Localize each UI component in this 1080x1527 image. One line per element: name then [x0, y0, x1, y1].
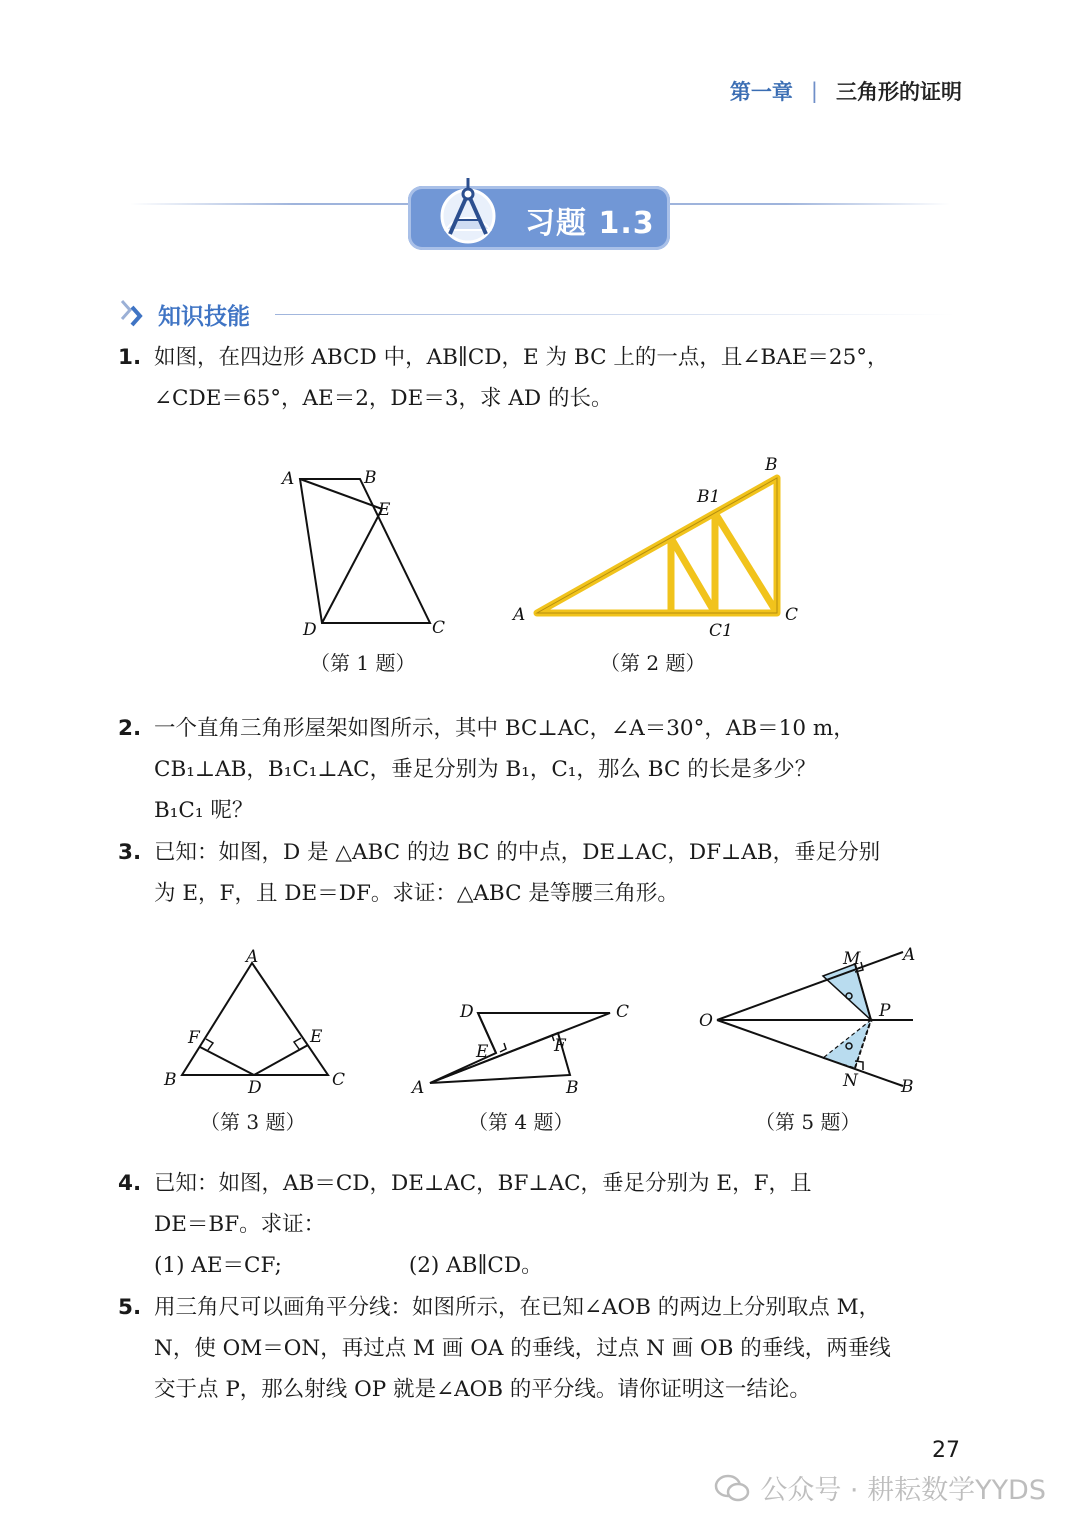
- figure-5: [695, 940, 925, 1100]
- sub-question: (2) AB∥CD。: [408, 1253, 543, 1278]
- fig5-label: M: [843, 949, 861, 969]
- fig5-label: O: [699, 1011, 713, 1031]
- fig1-label: A: [282, 469, 295, 489]
- problem-text: 交于点 P，那么射线 OP 就是∠AOB 的平分线。请你证明这一结论。: [154, 1377, 811, 1402]
- fig4-label: D: [460, 1002, 474, 1022]
- problem-text: 一个直角三角形屋架如图所示，其中 BC⊥AC，∠A＝30°，AB＝10 m，: [154, 716, 855, 741]
- problem-number: 4.: [118, 1171, 142, 1196]
- fig1-label: E: [378, 500, 391, 520]
- fig3-label: A: [246, 947, 259, 967]
- chevron-right-icon: [118, 297, 152, 331]
- header-separator: |: [810, 79, 818, 103]
- fig3-label: F: [188, 1028, 200, 1048]
- fig3-label: D: [248, 1078, 262, 1098]
- fig3-label: C: [332, 1070, 346, 1090]
- fig2-label: C1: [709, 621, 733, 641]
- fig4-label: B: [566, 1078, 579, 1098]
- problem-text: 已知：如图，D 是 △ABC 的边 BC 的中点，DE⊥AC，DF⊥AB，垂足分别: [154, 840, 881, 865]
- problem-number: 5.: [118, 1295, 142, 1320]
- problem-1: [118, 337, 960, 419]
- problem-number: 3.: [118, 840, 142, 865]
- caption-2: （第 2 题）: [600, 651, 706, 675]
- fig1-label: B: [364, 468, 377, 488]
- section-rule: [275, 314, 955, 315]
- problem-text: B₁C₁ 呢？: [154, 798, 254, 823]
- problem-text: 如图，在四边形 ABCD 中，AB∥CD，E 为 BC 上的一点，且∠BAE＝25°，: [154, 345, 889, 370]
- section-heading: [118, 297, 250, 331]
- fig3-label: B: [164, 1070, 177, 1090]
- caption-1: （第 1 题）: [310, 651, 416, 675]
- problem-text: ∠CDE＝65°，AE＝2，DE＝3，求 AD 的长。: [154, 386, 613, 411]
- fig4-label: F: [554, 1036, 566, 1056]
- problem-number: 1.: [118, 345, 142, 370]
- fig2-label: B1: [697, 487, 721, 507]
- problem-text: CB₁⊥AB，B₁C₁⊥AC，垂足分别为 B₁，C₁，那么 BC 的长是多少？: [154, 757, 817, 782]
- fig1-label: D: [303, 620, 317, 640]
- fig4-label: E: [476, 1042, 489, 1062]
- problem-text: 已知：如图，AB＝CD，DE⊥AC，BF⊥AC，垂足分别为 E，F，且: [154, 1171, 812, 1196]
- page-number: 27: [932, 1438, 960, 1463]
- fig2-label: C: [785, 605, 799, 625]
- chapter-header: [730, 76, 962, 106]
- figure-2: [505, 450, 815, 645]
- fig5-label: A: [903, 945, 916, 965]
- sub-question: (1) AE＝CF;: [154, 1253, 282, 1278]
- problem-3: [118, 832, 960, 914]
- fig1-label: C: [432, 618, 446, 638]
- fig2-label: B: [765, 455, 778, 475]
- problem-2: [118, 708, 960, 831]
- problem-4: [118, 1163, 960, 1286]
- problem-text: 用三角尺可以画角平分线：如图所示，在已知∠AOB 的两边上分别取点 M，: [154, 1295, 881, 1320]
- sub-questions: [118, 1245, 960, 1286]
- section-label: 知识技能: [158, 303, 250, 330]
- problem-text: 为 E，F，且 DE＝DF。求证：△ABC 是等腰三角形。: [154, 881, 679, 906]
- figure-1: [270, 455, 470, 645]
- fig5-label: B: [901, 1077, 914, 1097]
- problem-text: DE＝BF。求证：: [154, 1212, 326, 1237]
- chapter-title: 三角形的证明: [836, 80, 962, 104]
- figure-3: [160, 945, 355, 1105]
- fig4-label: C: [616, 1002, 630, 1022]
- wechat-icon: [714, 1473, 750, 1503]
- problem-5: [118, 1287, 960, 1410]
- watermark-text: 公众号 · 耕耘数学YYDS: [760, 1475, 1046, 1506]
- chapter-number: 第一章: [729, 80, 793, 104]
- fig5-label: N: [843, 1071, 858, 1091]
- fig2-label: A: [513, 605, 526, 625]
- caption-3: （第 3 题）: [200, 1110, 306, 1134]
- fig4-label: A: [412, 1078, 425, 1098]
- problem-text: N，使 OM＝ON，再过点 M 画 OA 的垂线，过点 N 画 OB 的垂线，两垂线: [154, 1336, 891, 1361]
- caption-4: （第 4 题）: [468, 1110, 574, 1134]
- figure-4: [408, 995, 638, 1100]
- compass-icon: [430, 172, 506, 248]
- caption-5: （第 5 题）: [755, 1110, 861, 1134]
- problem-number: 2.: [118, 716, 142, 741]
- fig3-label: E: [310, 1027, 323, 1047]
- watermark: [714, 1468, 1046, 1507]
- exercise-title: 习题 1.3: [525, 206, 655, 241]
- fig5-label: P: [879, 1001, 891, 1021]
